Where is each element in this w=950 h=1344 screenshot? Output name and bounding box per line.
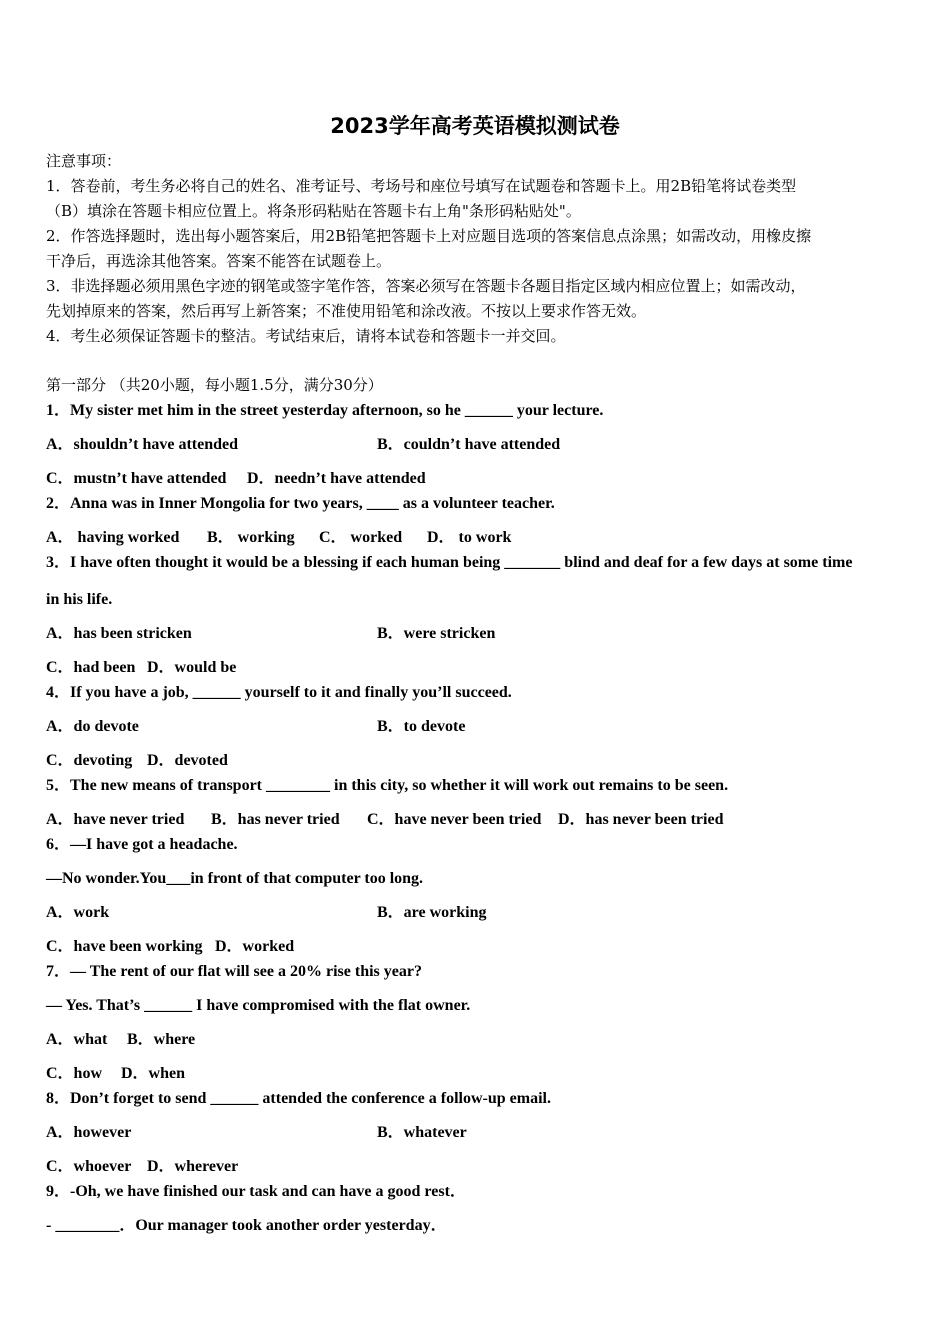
option-a: A．has been stricken (46, 625, 192, 642)
option-a: A．shouldn’t have attended (46, 436, 239, 453)
option-d: D．would be (147, 659, 237, 676)
option-b: B． working (207, 529, 295, 546)
option-a: A．what (46, 1031, 108, 1048)
option-a: A． having worked (46, 529, 180, 546)
notice-line: 3．非选择题必须用黑色字迹的钢笔或签字笔作答，答案必须写在答题卡各题目指定区域内相应位置上；如需改动， (46, 277, 806, 295)
notice-heading: 注意事项： (46, 152, 122, 170)
option-b: B．were stricken (377, 625, 496, 642)
question-stem: 1．My sister met him in the street yesterday afternoon, so he ______ your lecture. (46, 402, 604, 419)
option-d: D．worked (215, 938, 295, 955)
option-c: C．have been working (46, 938, 203, 955)
notice-line: 干净后，再选涂其他答案。答案不能答在试题卷上。 (46, 252, 392, 270)
notice-line: 1．答卷前，考生务必将自己的姓名、准考证号、考场号和座位号填写在试题卷和答题卡上。用2B铅笔将试卷类型 (46, 177, 797, 195)
option-a: A．have never tried (46, 811, 185, 828)
option-c: C．had been (46, 659, 136, 676)
question-stem: 3．I have often thought it would be a blessing if each human being _______ blind and deaf for a few days at some time (46, 554, 853, 571)
page-title: 2023学年高考英语模拟测试卷 (330, 114, 620, 138)
option-d: D．when (121, 1065, 186, 1082)
question-stem-continued: - ________．Our manager took another order yesterday． (46, 1217, 447, 1234)
option-b: B．to devote (377, 718, 466, 735)
notice-line: 2．作答选择题时，选出每小题答案后，用2B铅笔把答题卡上对应题目选项的答案信息点涂黑；如需改动，用橡皮擦 (46, 227, 812, 245)
question-stem-continued: —No wonder.You___in front of that computer too long. (46, 870, 424, 887)
option-b: B．has never tried (211, 811, 340, 828)
option-b: B．whatever (377, 1124, 467, 1141)
option-d: D． to work (427, 529, 512, 546)
option-a: A．however (46, 1124, 132, 1141)
question-stem: 6．—I have got a headache. (46, 836, 238, 853)
option-c: C．devoting (46, 752, 133, 769)
question-stem: 2．Anna was in Inner Mongolia for two years, ____ as a volunteer teacher. (46, 495, 555, 512)
option-d: D．has never been tried (558, 811, 724, 828)
option-c: C．how (46, 1065, 103, 1082)
option-c: C．have never been tried (367, 811, 542, 828)
question-stem: 9．-Oh, we have finished our task and can have a good rest． (46, 1183, 466, 1200)
question-stem: 8．Don’t forget to send ______ attended the conference a follow-up email. (46, 1090, 551, 1107)
option-b: B．are working (377, 904, 487, 921)
option-a: A．work (46, 904, 110, 921)
notice-line: 先划掉原来的答案，然后再写上新答案；不准使用铅笔和涂改液。不按以上要求作答无效。 (46, 302, 647, 320)
option-d: D．wherever (147, 1158, 239, 1175)
question-stem: 5．The new means of transport ________ in this city, so whether it will work out remains to be seen. (46, 777, 729, 794)
section-heading: 第一部分 （共20小题，每小题1.5分，满分30分） (46, 376, 383, 394)
option-d: D．devoted (147, 752, 228, 769)
option-c: C．mustn’t have attended (46, 470, 227, 487)
option-b: B．couldn’t have attended (377, 436, 561, 453)
option-c: C．whoever (46, 1158, 132, 1175)
notice-line: 4．考生必须保证答题卡的整洁。考试结束后，请将本试卷和答题卡一并交回。 (46, 327, 566, 345)
question-stem-continued: — Yes. That’s ______ I have compromised with the flat owner. (46, 997, 471, 1014)
option-b: B．where (127, 1031, 196, 1048)
option-a: A．do devote (46, 718, 139, 735)
option-d: D．needn’t have attended (247, 470, 426, 487)
question-stem: 4．If you have a job, ______ yourself to it and finally you’ll succeed. (46, 684, 512, 701)
question-stem-continued: in his life. (46, 591, 113, 608)
option-c: C． worked (319, 529, 403, 546)
question-stem: 7．— The rent of our flat will see a 20% rise this year? (46, 963, 422, 980)
notice-line: （B）填涂在答题卡相应位置上。将条形码粘贴在答题卡右上角"条形码粘贴处"。 (46, 202, 581, 220)
